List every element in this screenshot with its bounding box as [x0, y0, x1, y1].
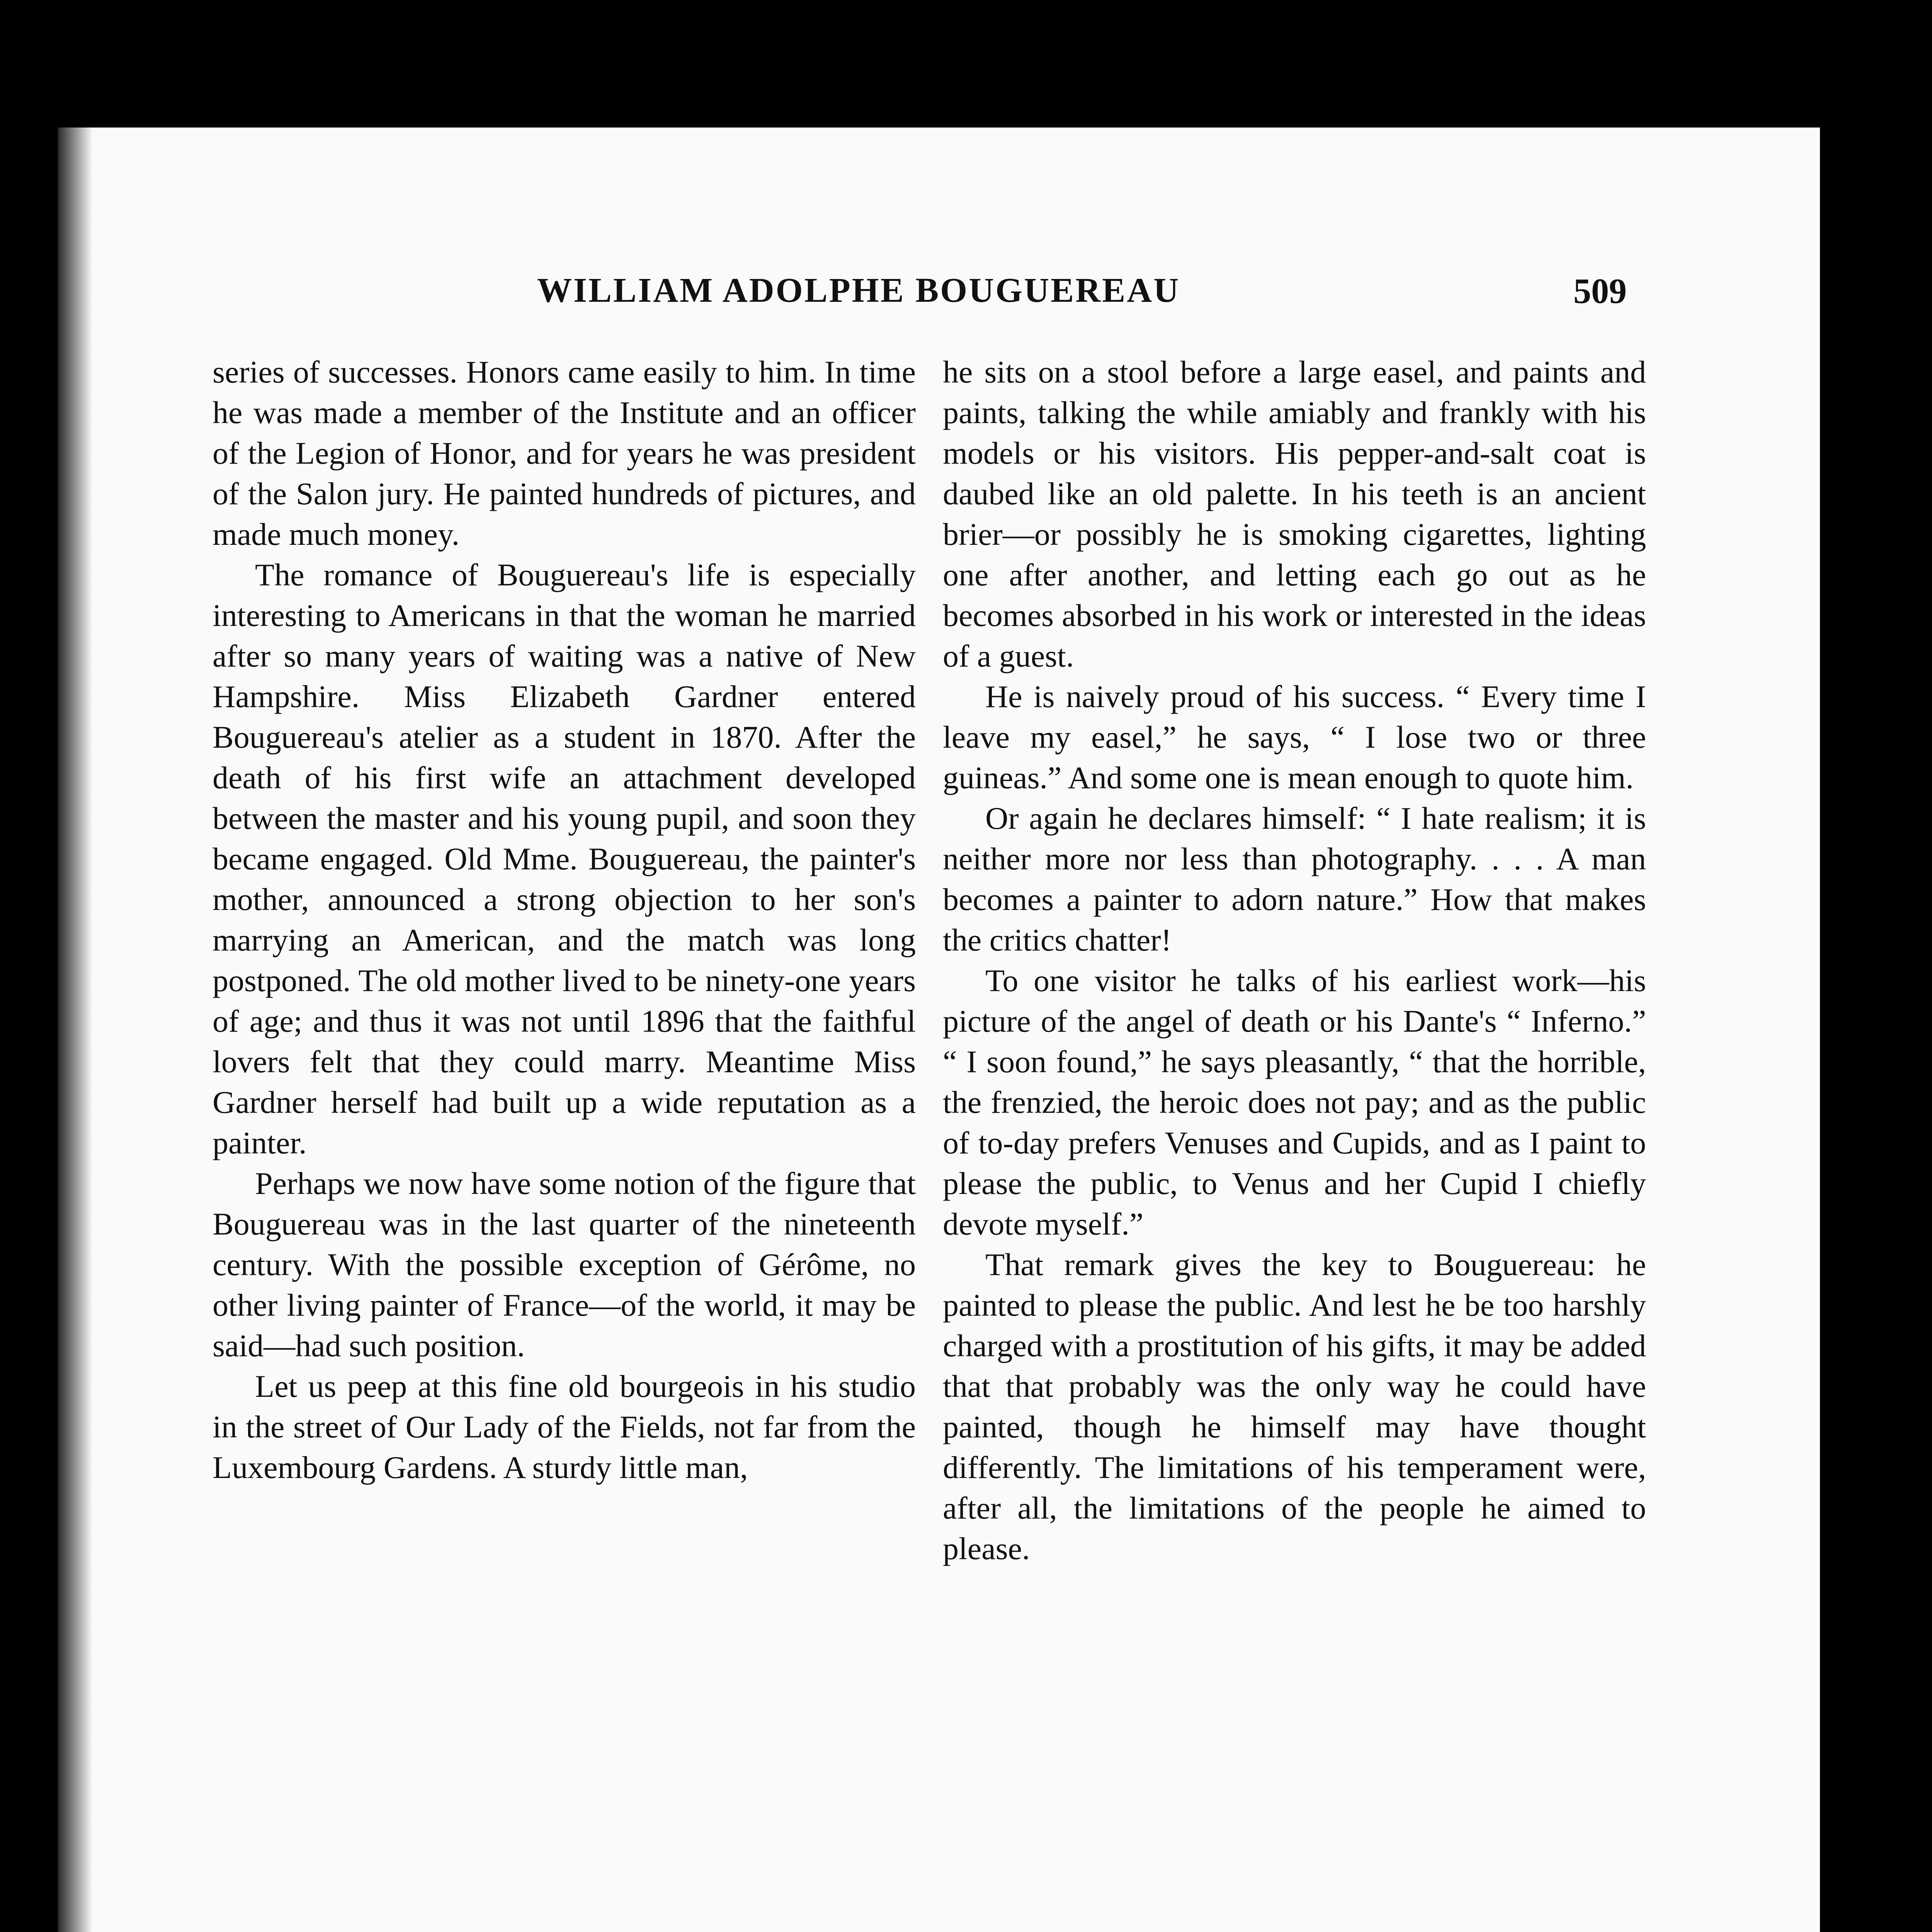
paragraph: Or again he declares himself: “ I hate realism; it is neither more nor less than photography. . . . A man becomes a painter to adorn nature.” How that makes the critics chatter! [943, 801, 1646, 957]
magazine-page [58, 128, 1820, 1932]
paragraph: series of successes. Honors came easily to him. In time he was made a member of the Institute and an officer of the Legion of Honor, and for years he was president of the Salon jury. He painted hundreds of pictures, and made much money. [213, 354, 916, 552]
paragraph: he sits on a stool before a large easel, and paints and paints, talking the while amiably and frankly with his models or his visitors. His pepper-and-salt coat is daubed like an old palette. In his teeth is an ancient brier—or possibly he is smoking cigarettes, lighting one after another, and letting each go out as he becomes absorbed in his work or interested in the ideas of a guest. [943, 354, 1646, 673]
binding-shadow [58, 128, 93, 1932]
paragraph: The romance of Bouguereau's life is especially interesting to Americans in that the woman he married after so many years of waiting was a native of New Hampshire. Miss Elizabeth Gardner entered Bouguereau's atelier as a student in 1870. After the death of his first wife an attachment developed between the master and his young pupil, and soon they became engaged. Old Mme. Bouguereau, the painter's mother, announced a strong objection to her son's marrying an American, and the match was long postponed. The old mother lived to be ninety-one years of age; and thus it was not until 1896 that the faithful lovers felt that they could marry. Meantime Miss Gardner herself had built up a wide reputation as a painter. [213, 557, 916, 1160]
paragraph: To one visitor he talks of his earliest work—his picture of the angel of death or his Dante's “ Inferno.” “ I soon found,” he says pleasantly, “ that the horrible, the frenzied, the heroic does not pay; and as the public of to-day prefers Venuses and Cupids, and as I paint to please the public, to Venus and her Cupid I chiefly devote myself.” [943, 963, 1646, 1242]
page-number: 509 [1573, 271, 1627, 311]
paragraph: That remark gives the key to Bouguereau: he painted to please the public. And lest he be too harshly charged with a prostitution of his gifts, it may be added that that probably was the only way he could have painted, though he himself may have thought differently. The limitations of his temperament were, after all, the limitations of the people he aimed to please. [943, 1247, 1646, 1566]
left-column [213, 352, 916, 1488]
paragraph: Let us peep at this fine old bourgeois in his studio in the street of Our Lady of the Fields, not far from the Luxembourg Gardens. A sturdy little man, [213, 1369, 916, 1485]
paragraph: Perhaps we now have some notion of the figure that Bouguereau was in the last quarter of the nineteenth century. With the possible exception of Gérôme, no other living painter of France—of the world, it may be said—had such position. [213, 1166, 916, 1363]
running-head: WILLIAM ADOLPHE BOUGUEREAU [537, 271, 1180, 310]
paragraph: He is naively proud of his success. “ Every time I leave my easel,” he says, “ I lose two or three guineas.” And some one is mean enough to quote him. [943, 679, 1646, 795]
right-column [943, 352, 1646, 1569]
